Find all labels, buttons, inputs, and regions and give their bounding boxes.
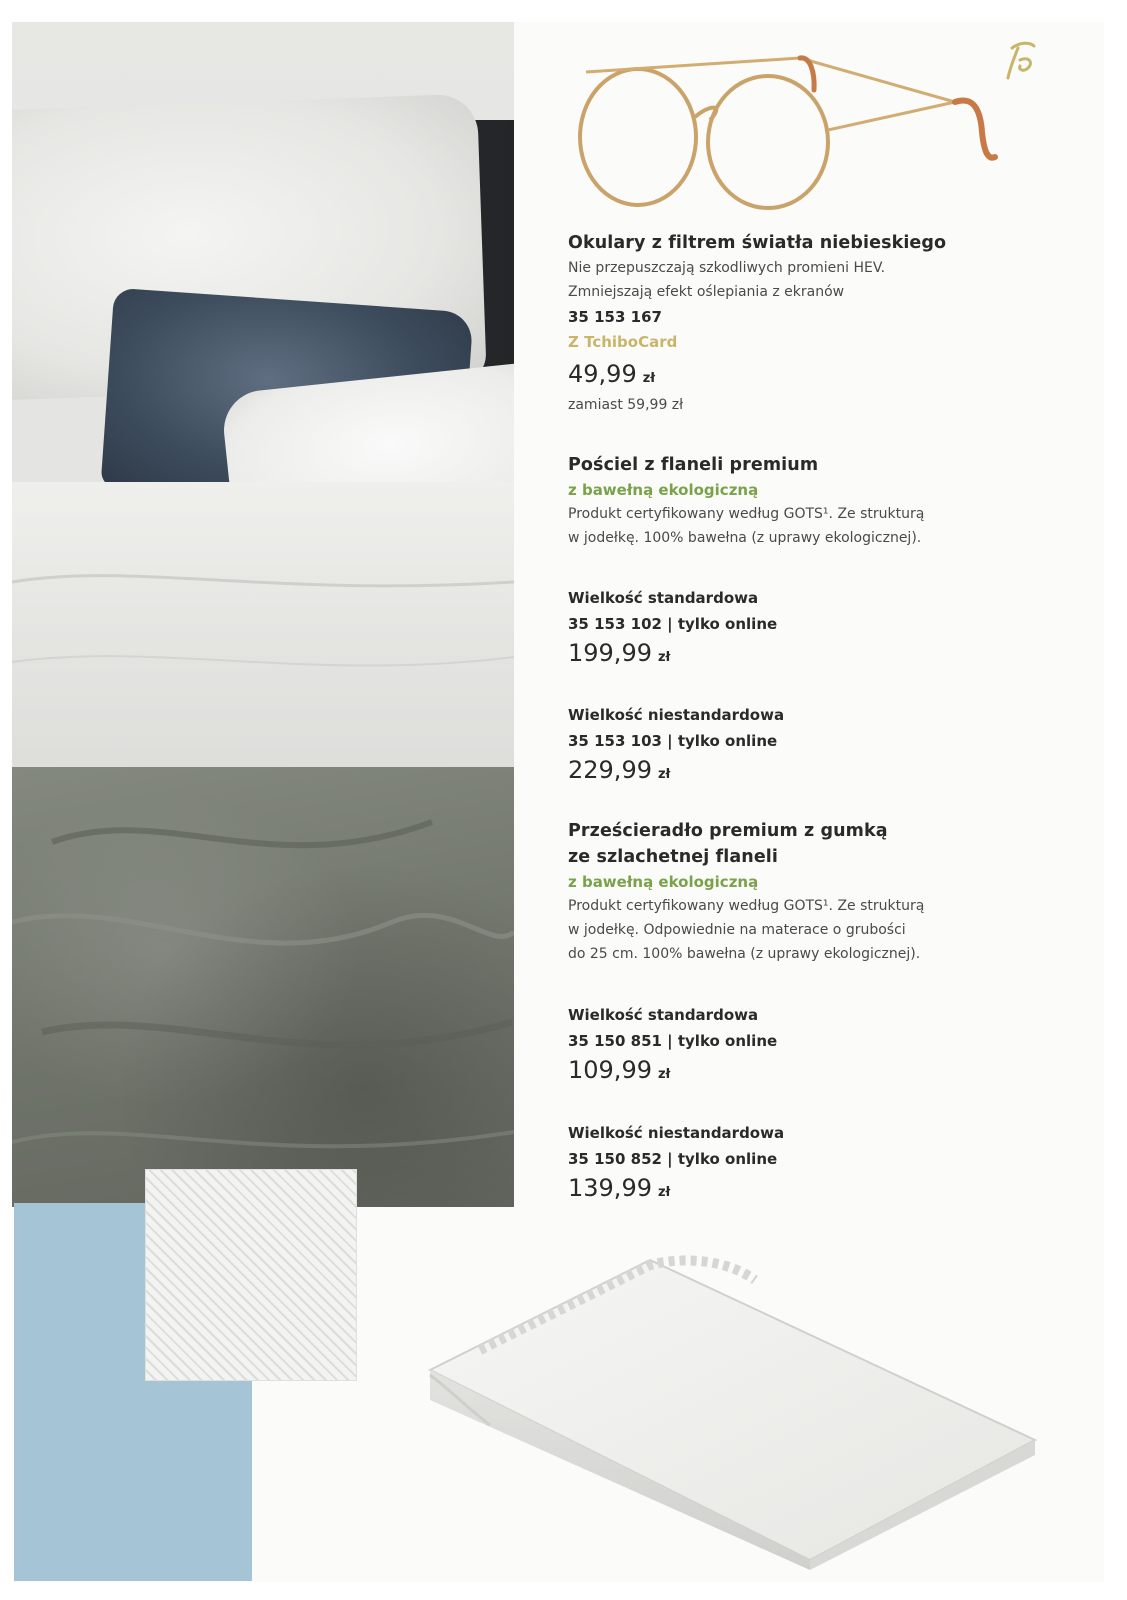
variant-code: 35 153 103 | tylko online [568,732,778,750]
variant-price-value: 229,99 [568,756,652,784]
variant-price-value: 109,99 [568,1056,652,1084]
tchibo-logo-icon [1000,38,1040,84]
glasses-desc-line2: Zmniejszają efekt oślepiania z ekranów [568,284,845,300]
sheet-desc-line3: do 25 cm. 100% bawełna (z uprawy ekologicznej). [568,946,921,962]
variant-code: 35 153 102 | tylko online [568,615,778,633]
bedding-variant-standard [568,585,1088,674]
sheet-desc-line2: w jodełkę. Odpowiednie na materace o grubości [568,922,906,938]
glasses-price-value: 49,99 [568,360,637,388]
bedding-desc-line2: w jodełkę. 100% bawełna (z uprawy ekologicznej). [568,530,922,546]
variant-price [568,754,1088,791]
sheet-title-line1: Prześcieradło premium z gumką [568,821,888,841]
bedding-subtitle: z bawełną ekologiczną [568,481,759,499]
variant-code: 35 150 851 | tylko online [568,1032,778,1050]
variant-price-currency: zł [657,1185,671,1200]
variant-price-currency: zł [657,767,671,782]
variant-label: Wielkość standardowa [568,1006,759,1024]
sheet-title-line2: ze szlachetnej flaneli [568,847,778,867]
variant-price-currency: zł [657,650,671,665]
fitted-sheet-photo [410,1240,1060,1570]
variant-price-value: 199,99 [568,639,652,667]
sheet-variant-nonstandard [568,1120,1088,1209]
glasses-old-price: zamiast 59,99 zł [568,397,684,413]
variant-label: Wielkość niestandardowa [568,706,785,724]
glasses-desc-line1: Nie przepuszczają szkodliwych promieni HEV. [568,260,886,276]
variant-price [568,1054,1088,1091]
bedding-section [568,452,1088,550]
herringbone-fabric-swatch [146,1170,356,1380]
variant-price-currency: zł [657,1067,671,1082]
sheet-desc-line1: Produkt certyfikowany według GOTS¹. Ze strukturą [568,898,925,914]
sheet-subtitle: z bawełną ekologiczną [568,873,759,891]
tchibocard-label: Z TchiboCard [568,333,678,351]
sheet-section [568,818,1088,966]
glasses-product-code: 35 153 167 [568,308,662,326]
variant-label: Wielkość standardowa [568,589,759,607]
glasses-photo [570,42,1020,212]
glasses-section [568,230,1088,415]
bedding-photo [12,22,514,1207]
bedding-title: Pościel z flaneli premium [568,455,819,475]
variant-price-value: 139,99 [568,1174,652,1202]
variant-price [568,1172,1088,1209]
glasses-title: Okulary z filtrem światła niebieskiego [568,233,947,253]
fabric-folds [12,22,514,1207]
glasses-price [568,358,1088,395]
bedding-desc-line1: Produkt certyfikowany według GOTS¹. Ze strukturą [568,506,925,522]
bedding-variant-nonstandard [568,702,1088,791]
glasses-price-currency: zł [642,371,656,386]
variant-label: Wielkość niestandardowa [568,1124,785,1142]
variant-code: 35 150 852 | tylko online [568,1150,778,1168]
sheet-variant-standard [568,1002,1088,1091]
variant-price [568,637,1088,674]
